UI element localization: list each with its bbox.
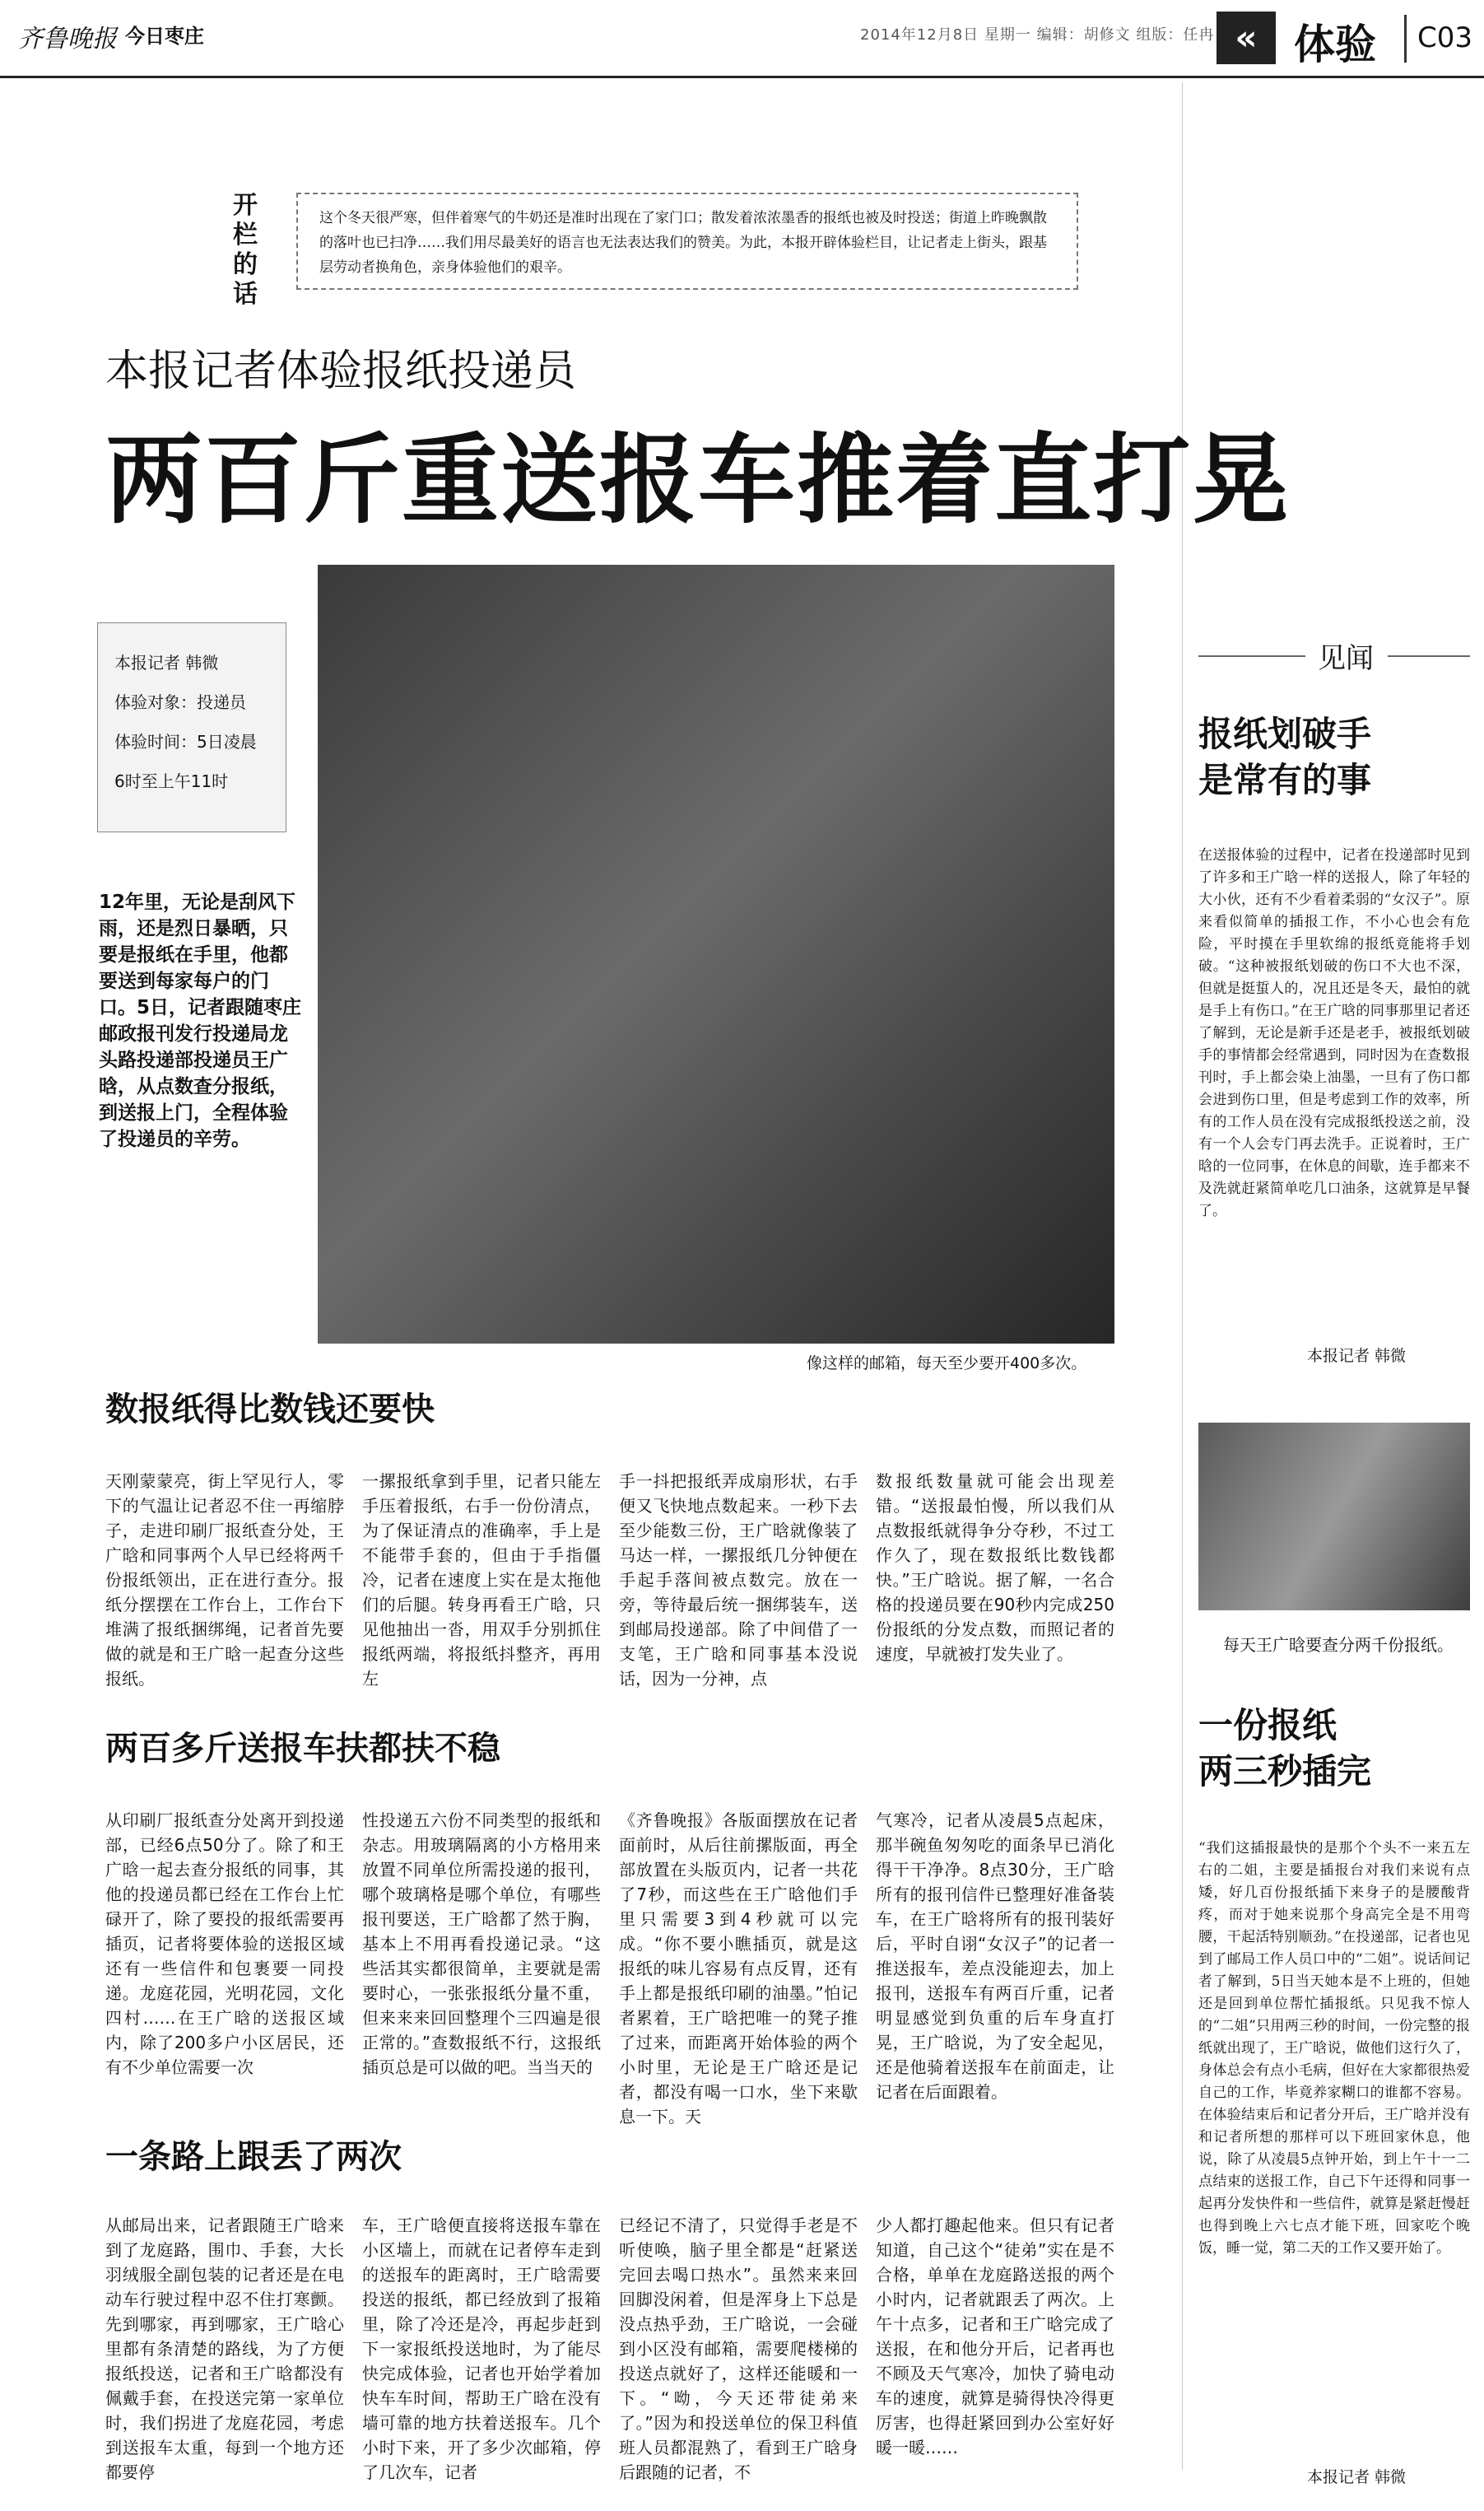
- main-photo: [318, 565, 1114, 1344]
- kicker: 本报记者体验报纸投递员: [105, 347, 577, 396]
- sidebar-label: 见闻: [1318, 642, 1374, 675]
- sidebar-story2-title-line: 两三秒插完: [1198, 1751, 1372, 1791]
- section-title: 一条路上跟丢了两次: [105, 2138, 402, 2176]
- sidebar-story2-title: [1198, 1703, 1371, 1795]
- body-column: 数报纸数量就可能会出现差错。“送报最怕慢，所以我们从点数报纸就得争分夺秒，不过工作久了，现在数报纸比数钱都快。”王广晗说。据了解，一名合格的投递员要在90秒内完成250份报纸的分发点数，而照记者的速度，早就被打发失业了。: [876, 1471, 1114, 1664]
- issue-meta: 2014年12月8日 星期一 编辑：胡修文 组版：任冉: [860, 26, 1215, 44]
- lead-paragraph: 12年里，无论是刮风下雨，还是烈日暴晒，只要是报纸在手里，他都要送到每家每户的门口。5日，记者跟随枣庄邮政报刊发行投递局龙头路投递部投递员王广晗，从点数查分报纸，到送报上门，全程体验了投递员的辛劳。: [99, 892, 302, 1150]
- body-column: 从印刷厂报纸查分处离开到投递部，已经6点50分了。除了和王广晗一起去查分报纸的同事，其他的投递员都已经在工作台上忙碌开了，除了要投的报纸需要再插页，记者将要体验的送报区域还有一些信件和包裹要一同投递。龙庭花园，光明花园，文化四村……在王广晗的送报区域内，除了200多户小区居民，还有不少单位需要一次: [105, 1810, 344, 2077]
- info-card: [97, 622, 286, 832]
- body-column: 性投递五六份不同类型的报纸和杂志。用玻璃隔离的小方格用来放置不同单位所需投递的报刊，哪个玻璃格是哪个单位，有哪些报刊要送，王广晗都了然于胸，基本上不用再看投递记录。“这些活其实都很简单，主要就是需要时心，一张张报纸分量不重，但来来来回回整理个三四遍是很正常的。”查数报纸不行，这报纸插页总是可以做的吧。当当天的: [362, 1810, 601, 2077]
- body-column: 车，王广晗便直接将送报车靠在小区墙上，而就在记者停车走到的送报车的距离时，王广晗需要投送的报纸，都已经放到了报箱里，除了冷还是冷，再起步赶到下一家报纸投送地时，为了能尽快完成体验，记者也开始学着加快车车时间，帮助王广晗在没有墙可靠的地方扶着送报车。几个小时下来，开了多少次邮箱，停了几次车，记者: [362, 2215, 601, 2482]
- sidebar-story1-title: [1198, 711, 1371, 804]
- sidebar-photo-caption: 每天王广晗要查分两千份报纸。: [1223, 1635, 1454, 1655]
- sidebar-story1-body: 在送报体验的过程中，记者在投递部时见到了许多和王广晗一样的送报人，除了年轻的大小伙，还有不少看着柔弱的“女汉子”。原来看似简单的插报工作，不小心也会有危险，平时摸在手里软绵的报纸竟能将手划破。“这种被报纸划破的伤口不大也不深，但就是挺蜇人的，况且还是冬天，最怕的就是手上有伤口。”在王广晗的同事那里记者还了解到，无论是新手还是老手，被报纸划破手的事情都会经常遇到，同时因为在查数报刊时，手上都会染上油墨，一旦有了伤口都会进到伤口里，但是考虑到工作的效率，所有的工作人员在没有完成报纸投送之前，没有一个人会专门再去洗手。正说着时，王广晗的一位同事，在休息的间歇，连手都来不及洗就赶紧简单吃几口油条，这就算是早餐了。: [1198, 847, 1470, 1219]
- sidebar-story2-title-line: 一份报纸: [1198, 1705, 1337, 1745]
- newspaper-logo: 齐鲁晚报: [18, 25, 117, 54]
- body-column: 已经记不清了，只觉得手老是不听使唤，脑子里全都是“赶紧送完回去喝口热水”。虽然来来回回脚没闲着，但是浑身上下总是没点热乎劲，王广晗说，一会碰到小区没有邮箱，需要爬楼梯的投送点就好了，这样还能暖和一下。“呦，今天还带徒弟来了。”因为和投送单位的保卫科值班人员都混熟了，看到王广晗身后跟随的记者，不: [619, 2215, 858, 2482]
- double-chevron-left-icon: «: [1217, 12, 1276, 64]
- body-column: 手一抖把报纸弄成扇形状，右手便又飞快地点数起来。一秒下去至少能数三份，王广晗就像装了马达一样，一摞报纸几分钟便在手起手落间被点数完。放在一旁，等待最后统一捆绑装车，送到邮局投递部。除了中间借了一支笔，王广晗和同事基本没说话，因为一分神，点: [619, 1471, 858, 1689]
- section-name: 今日枣庄: [125, 25, 204, 48]
- sidebar-story1-title-line: 报纸划破手: [1198, 714, 1372, 754]
- body-column: 少人都打趣起他来。但只有记者知道，自己这个“徒弟”实在是不合格，单单在龙庭路送报的两个小时内，记者就跟丢了两次。上午十点多，记者和王广晗完成了送报，在和他分开后，记者再也不顾及天气寒冷，加快了骑电动车的速度，就算是骑得快冷得更厉害，也得赶紧回到办公室好好暖一暖……: [876, 2215, 1114, 2457]
- header-rule: [0, 76, 1484, 78]
- sidebar-photo: [1198, 1423, 1470, 1610]
- body-column: 《齐鲁晚报》各版面摆放在记者面前时，从后往前摞版面，再全部放置在头版页内，记者一共花了7秒，而这些在王广晗他们手里只需要3到4秒就可以完成。“你不要小瞧插页，就是这报纸的味儿容易有点反胃，还有手上都是报纸印刷的油墨。”怕记者累着，王广晗把唯一的凳子推了过来，而距离开始体验的两个小时里，无论是王广晗还是记者，都没有喝一口水，坐下来歇息一下。天: [619, 1810, 858, 2127]
- body-column: 一摞报纸拿到手里，记者只能左手压着报纸，右手一份份清点，为了保证清点的准确率，手上是不能带手套的，但由于手指僵冷，记者在速度上实在是太拖他们的后腿。转身再看王广晗，只见他抽出一沓，用双手分别抓住报纸两端，将报纸抖整齐，再用左: [362, 1471, 601, 1689]
- section-title: 数报纸得比数钱还要快: [105, 1391, 435, 1428]
- header-divider: [1404, 15, 1407, 63]
- intro-box: 这个冬天很严寒，但伴着寒气的牛奶还是准时出现在了家门口；散发着浓浓墨香的报纸也被及时投送；街道上昨晚飘散的落叶也已扫净……我们用尽最美好的语言也无法表达我们的赞美。为此，本报开辟体验栏目，让记者走上街头，跟基层劳动者换角色，亲身体验他们的艰辛。: [296, 193, 1078, 290]
- headline: 两百斤重送报车推着直打晃: [105, 423, 1291, 537]
- section-title: 两百多斤送报车扶都扶不稳: [105, 1730, 500, 1768]
- body-column: 天刚蒙蒙亮，街上罕见行人，零下的气温让记者忍不住一再缩脖子，走进印刷厂报纸查分处，王广晗和同事两个人早已经将两千份报纸领出，正在进行查分。报纸分摆摆在工作台上，工作台下堆满了报纸捆绑绳，记者首先要做的就是和王广晗一起查分这些报纸。: [105, 1471, 344, 1689]
- column-name: 体验: [1294, 21, 1376, 68]
- intro-label: 开栏的话: [233, 191, 258, 309]
- sidebar-rule: [1198, 655, 1305, 657]
- sidebar-story1-title-line: 是常有的事: [1198, 760, 1372, 800]
- body-column: 从邮局出来，记者跟随王广晗来到了龙庭路，围巾、手套，大长羽绒服全副包装的记者还是在电动车行驶过程中忍不住打寒颤。先到哪家，再到哪家，王广晗心里都有条清楚的路线，为了方便报纸投送，记者和王广晗都没有佩戴手套，在投送完第一家单位时，我们拐进了龙庭花园，考虑到送报车太重，每到一个地方还都要停: [105, 2215, 344, 2482]
- page-number: C03: [1417, 21, 1473, 54]
- main-photo-caption: 像这样的邮箱，每天至少要开400多次。: [807, 1354, 1087, 1372]
- card-time: 体验时间：5日凌晨: [114, 732, 257, 752]
- card-reporter: 本报记者 韩微: [114, 653, 219, 673]
- card-time-cont: 6时至上午11时: [114, 771, 229, 791]
- card-subject: 体验对象：投递员: [114, 692, 246, 712]
- body-column: 气寒冷，记者从凌晨5点起床，那半碗鱼匆匆吃的面条早已消化得干干净净。8点30分，王广晗所有的报刊信件已整理好准备装车，在王广晗将所有的报刊装好后，平时自诩“女汉子”的记者一推送报车，差点没能迎去，加上报刊，送报车有两百斤重，记者明显感觉到负重的后车身直打晃，王广晗说，为了安全起见，还是他骑着送报车在前面走，让记者在后面跟着。: [876, 1810, 1114, 2102]
- sidebar-story1-byline: 本报记者 韩微: [1307, 1347, 1407, 1365]
- sidebar-story2-body: “我们这插报最快的是那个个头不一来五左右的二姐，主要是插报台对我们来说有点矮，好几百份报纸插下来身子的是腰酸背疼，而对于她来说那个身高完全是不用弯腰，干起活特别顺劲。”在投递部，记者也见到了邮局工作人员口中的“二姐”。说话间记者了解到，5日当天她本是不上班的，但她还是回到单位帮忙插报纸。只见我不惊人的“二姐”只用两三秒的时间，一份完整的报纸就出现了，王广晗说，做他们这行久了，身体总会有点小毛病，但好在大家都很热爱自己的工作，毕竟养家糊口的谁都不容易。在体验结束后和记者分开后，王广晗并没有和记者所想的那样可以下班回家休息，他说，除了从凌晨5点钟开始，到上午十一二点结束的送报工作，自己下午还得和同事一起再分发快件和一些信件，就算是紧赶慢赶也得到晚上六七点才能下班，回家吃个晚饭，睡一觉，第二天的工作又要开始了。: [1198, 1840, 1470, 2257]
- sidebar-story2-byline: 本报记者 韩微: [1307, 2468, 1407, 2486]
- sidebar-rule: [1388, 655, 1470, 657]
